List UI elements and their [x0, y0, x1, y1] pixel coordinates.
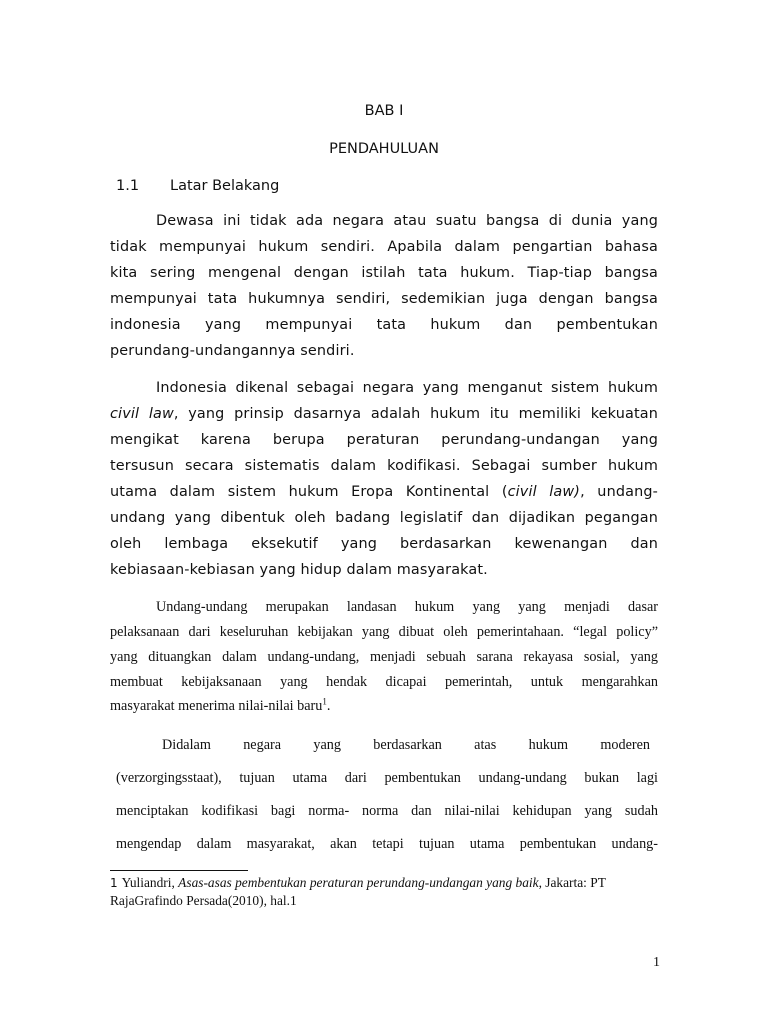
page-number: 1 — [653, 955, 660, 970]
section-heading — [116, 178, 279, 194]
paragraph-line: Dewasa ini tidak ada negara atau suatu bangsa di dunia yang — [156, 213, 658, 229]
paragraph-line: Didalam negara yang berdasarkan atas hukum moderen — [162, 737, 650, 753]
section-title: Latar Belakang — [170, 178, 280, 194]
paragraph-line: yang dituangkan dalam undang-undang, menjadi sebuah sarana rekayasa sosial, yang — [110, 649, 658, 665]
text-run: . — [326, 698, 331, 714]
paragraph-line: undang yang dibentuk oleh badang legislatif dan dijadikan pegangan — [110, 510, 658, 526]
paragraph-line: oleh lembaga eksekutif yang berdasarkan kewenangan dan — [110, 536, 658, 552]
paragraph-line: tidak mempunyai hukum sendiri. Apabila dalam pengartian bahasa — [110, 239, 658, 255]
footnote-reference: 1 — [322, 696, 327, 707]
paragraph-line — [110, 406, 658, 422]
text-run: masyarakat menerima nilai-nilai baru — [110, 698, 323, 714]
paragraph-line: (verzorgingsstaat), tujuan utama dari pembentukan undang-undang bukan lagi — [116, 770, 658, 786]
footnote-title: Asas-asas pembentukan peraturan perundang-undangan yang baik — [178, 875, 539, 890]
paragraph-line: Indonesia dikenal sebagai negara yang menganut sistem hukum — [156, 380, 658, 396]
chapter-label: BAB I — [364, 103, 404, 119]
paragraph-line: menciptakan kodifikasi bagi norma- norma dan nilai-nilai kehidupan yang sudah — [116, 803, 658, 819]
footnote-mark: 1 — [110, 876, 118, 890]
paragraph-line: pelaksanaan dari keseluruhan kebijakan yang dibuat oleh pemerintahaan. “legal policy” — [110, 624, 658, 640]
text-run: , yang prinsip dasarnya adalah hukum itu memiliki kekuatan — [173, 406, 658, 422]
text-run: , undang- — [580, 484, 658, 500]
paragraph-line: mengikat karena berupa peraturan perundang-undangan yang — [110, 432, 658, 448]
paragraph-line: kebiasaan-kebiasan yang hidup dalam masyarakat. — [110, 562, 488, 578]
footnote-publisher: , Jakarta: PT — [538, 875, 606, 890]
text-run: utama dalam sistem hukum Eropa Kontinental ( — [110, 484, 508, 500]
footnote-line-2: RajaGrafindo Persada(2010), hal.1 — [110, 893, 297, 908]
italic-term: civil law) — [507, 484, 581, 500]
paragraph-line: membuat kebijaksanaan yang hendak dicapai pemerintah, untuk mengarahkan — [110, 674, 658, 690]
paragraph-line — [110, 484, 658, 500]
footnote-separator — [110, 870, 248, 871]
section-number: 1.1 — [116, 178, 140, 194]
footnote-author: Yuliandri, — [121, 875, 179, 890]
chapter-title: PENDAHULUAN — [329, 141, 439, 157]
paragraph-line: indonesia yang mempunyai tata hukum dan pembentukan — [110, 317, 658, 333]
paragraph-line: tersusun secara sistematis dalam kodifikasi. Sebagai sumber hukum — [110, 458, 658, 474]
footnote — [110, 875, 658, 891]
paragraph-line: kita sering mengenal dengan istilah tata hukum. Tiap-tiap bangsa — [110, 265, 658, 281]
paragraph-line: Undang-undang merupakan landasan hukum yang yang menjadi dasar — [156, 599, 658, 615]
paragraph-line — [110, 698, 658, 715]
paragraph-line: mempunyai tata hukumnya sendiri, sedemikian juga dengan bangsa — [110, 291, 658, 307]
paragraph-line: perundang-undangannya sendiri. — [110, 343, 355, 359]
paragraph-line: mengendap dalam masyarakat, akan tetapi tujuan utama pembentukan undang- — [116, 836, 658, 852]
italic-term: civil law — [110, 406, 174, 422]
